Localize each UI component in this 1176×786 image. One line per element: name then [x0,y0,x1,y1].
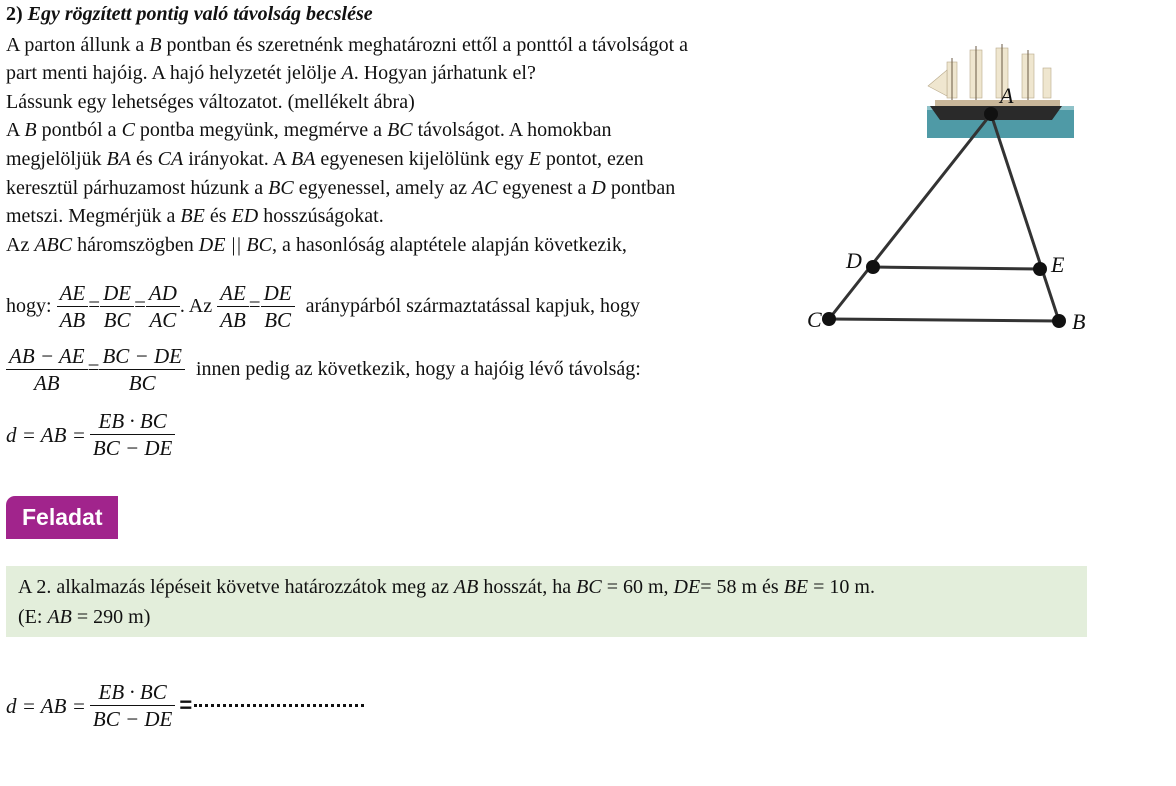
line-CB [829,319,1059,321]
point-A [984,107,998,121]
point-B [1052,314,1066,328]
para-line-1: A parton állunk a B pontban és szeretnénk meghatározni ettől a ponttól a távolságot a [6,34,689,56]
task-line-2: (E: AB = 290 m) [18,606,151,628]
line-AC [829,114,991,319]
task-line-1: A 2. alkalmazás lépéseit követve határozzátok meg az AB hosszát, ha BC = 60 m, DE= 58 m és BE = 10 m. [18,576,875,598]
para-line-5: megjelöljük BA és CA irányokat. A BA egyenesen kijelölünk egy E pontot, ezen [6,148,644,170]
answer-blank [194,704,364,707]
line-DE [873,267,1040,269]
formula-derived: $\frac{AB - AE}{AB}$ = $\frac{BC - DE}{BC}$ innen pedig az következik, hogy a hajóig lévő távolság: [6,343,641,396]
label-D: D [846,248,862,273]
answer-formula: d = AB = $\frac{EB \cdot BC}{BC - DE}$ = [6,679,364,732]
para-line-2: part menti hajóig. A hajó helyzetét jelölje A. Hogyan járhatunk el? [6,62,536,84]
formula-distance: d = AB = $\frac{EB \cdot BC}{BC - DE}$ [6,408,175,461]
para-line-3: Lássunk egy lehetséges változatot. (mellékelt ábra) [6,91,415,113]
para-line-4: A B pontból a C pontba megyünk, megmérve a BC távolságot. A homokban [6,119,612,141]
section-number: 2) [6,3,23,25]
label-E: E [1051,252,1065,277]
fraction: $\frac{DE}{BC}$ [261,280,295,333]
triangle-figure [800,40,1100,340]
para-line-8: Az ABC háromszögben DE || BC, a hasonlóság alaptétele alapján következik, [6,234,627,256]
fraction: $\frac{DE}{BC}$ [100,280,134,333]
line-AB [991,114,1059,321]
fraction: $\frac{AB - AE}{AB}$ [6,343,88,396]
task-badge: Feladat [6,496,118,539]
section-title-text: Egy rögzített pontig való távolság becslése [27,3,373,25]
fraction: $\frac{AE}{AB}$ [57,280,89,333]
point-D [866,260,880,274]
fraction: $\frac{AE}{AB}$ [217,280,249,333]
fraction: $\frac{BC - DE}{BC}$ [99,343,185,396]
fraction: $\frac{EB \cdot BC}{BC - DE}$ [90,679,176,732]
fraction: $\frac{AD}{AC}$ [146,280,180,333]
section-title [6,3,373,26]
label-B: B [1072,309,1086,334]
para-line-7: metszi. Megmérjük a BE és ED hosszúságokat. [6,205,384,227]
formula-proportion: hogy: $\frac{AE}{AB}$ = $\frac{DE}{BC}$ = $\frac{AD}{AC}$ . Az $\frac{AE}{AB}$ = $\frac{DE}{BC}$ aránypárból származtatással kapjuk, hogy [6,281,640,332]
para-line-6: keresztül párhuzamost húzunk a BC egyenessel, amely az AC egyenest a D pontban [6,177,676,199]
label-A: A [1000,83,1014,108]
label-C: C [807,307,822,332]
fraction: $\frac{EB \cdot BC}{BC - DE}$ [90,408,176,461]
task-box [6,566,1087,637]
point-C [822,312,836,326]
point-E [1033,262,1047,276]
